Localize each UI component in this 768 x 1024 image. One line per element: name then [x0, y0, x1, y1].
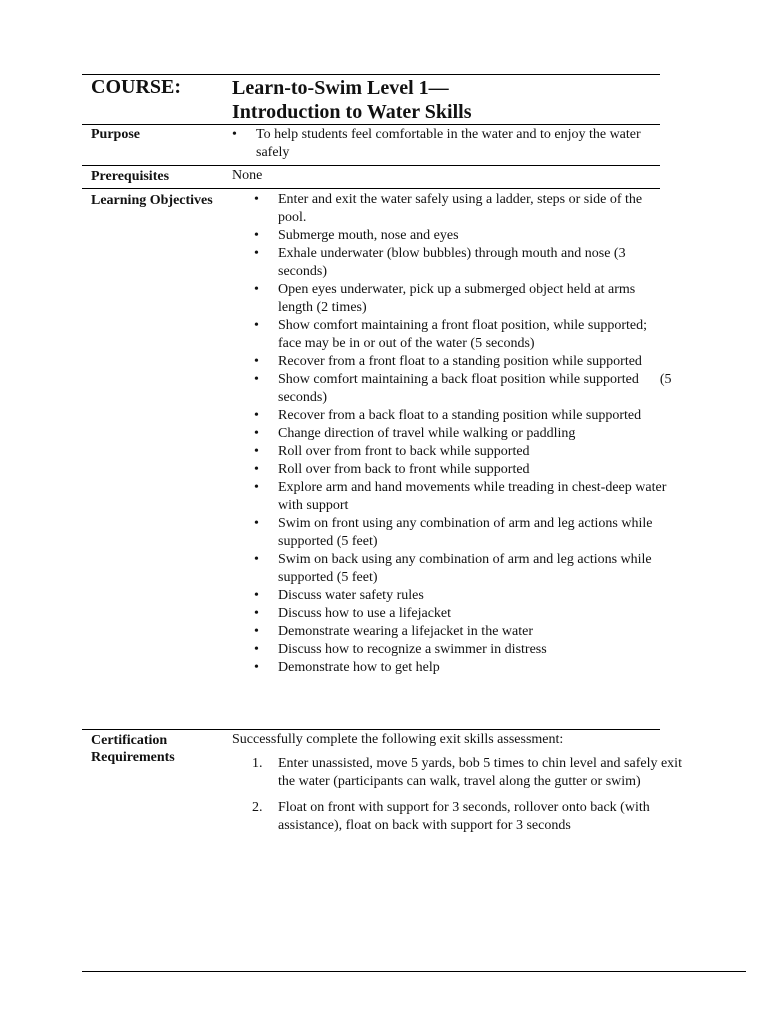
- course-title: [232, 76, 472, 124]
- objective-item: • Roll over from back to front while supported: [232, 461, 672, 479]
- step-text: Float on front with support for 3 seconds, rollover onto back (with assistance), float on back with support for 3 seconds: [278, 800, 650, 833]
- objective-item: • Submerge mouth, nose and eyes: [232, 227, 672, 245]
- certification-label-line-2: Requirements: [91, 750, 175, 765]
- learning-objectives-list: [232, 191, 675, 677]
- objective-item: • Change direction of travel while walking or paddling: [232, 425, 672, 443]
- course-title-line-2: Introduction to Water Skills: [232, 101, 472, 123]
- objective-item: • Discuss how to use a lifejacket: [232, 605, 672, 623]
- purpose-item: • To help students feel comfortable in the water and to enjoy the water safely: [232, 126, 652, 162]
- certification-label-line-1: Certification: [91, 733, 168, 748]
- objective-item: • Exhale underwater (blow bubbles) through mouth and nose (3 seconds): [232, 245, 672, 281]
- objective-item: • Demonstrate wearing a lifejacket in the water: [232, 623, 672, 641]
- purpose-label: Purpose: [91, 127, 140, 142]
- prerequisites-label: Prerequisites: [91, 169, 170, 184]
- objective-item: • Open eyes underwater, pick up a submerged object held at arms length (2 times): [232, 281, 672, 317]
- objective-item: • Discuss how to recognize a swimmer in distress: [232, 641, 672, 659]
- objective-item: • Recover from a front float to a standing position while supported: [232, 353, 672, 371]
- rule-after-objectives: [82, 729, 660, 730]
- objective-item: • Show comfort maintaining a back float position while supported (5 seconds): [232, 371, 672, 407]
- objective-item: • Recover from a back float to a standing position while supported: [232, 407, 672, 425]
- rule-after-title: [82, 124, 660, 125]
- learning-objectives-label: Learning Objectives: [91, 193, 213, 208]
- certification-intro: Successfully complete the following exit skills assessment:: [232, 732, 564, 747]
- objective-item: • Show comfort maintaining a front float position, while supported; face may be in or out of the water (5 seconds): [232, 317, 672, 353]
- objective-item: • Swim on front using any combination of arm and leg actions while supported (5 feet): [232, 515, 672, 551]
- objective-item: • Explore arm and hand movements while treading in chest-deep water with support: [232, 479, 672, 515]
- objective-item: • Roll over from front to back while supported: [232, 443, 672, 461]
- objective-item: • Enter and exit the water safely using a ladder, steps or side of the pool.: [232, 191, 672, 227]
- certification-label: [91, 732, 175, 766]
- certification-steps: [232, 755, 702, 843]
- objective-item: • Demonstrate how to get help: [232, 659, 672, 677]
- objective-item: • Swim on back using any combination of arm and leg actions while supported (5 feet): [232, 551, 672, 587]
- step-number: 2.: [252, 800, 263, 815]
- rule-after-purpose: [82, 165, 660, 166]
- step-number: 1.: [252, 756, 263, 771]
- rule-after-prerequisites: [82, 188, 660, 189]
- course-label: COURSE:: [91, 76, 182, 98]
- top-rule: [82, 74, 660, 75]
- certification-step: [232, 755, 702, 791]
- footer-rule: [82, 971, 746, 972]
- certification-step: [232, 799, 702, 835]
- course-title-line-1: Learn-to-Swim Level 1—: [232, 77, 449, 99]
- prerequisites-value: None: [232, 168, 263, 183]
- objective-item: • Discuss water safety rules: [232, 587, 672, 605]
- step-text: Enter unassisted, move 5 yards, bob 5 times to chin level and safely exit the water (participants can walk, travel along the gutter or swim): [278, 756, 682, 789]
- purpose-list: [232, 126, 652, 162]
